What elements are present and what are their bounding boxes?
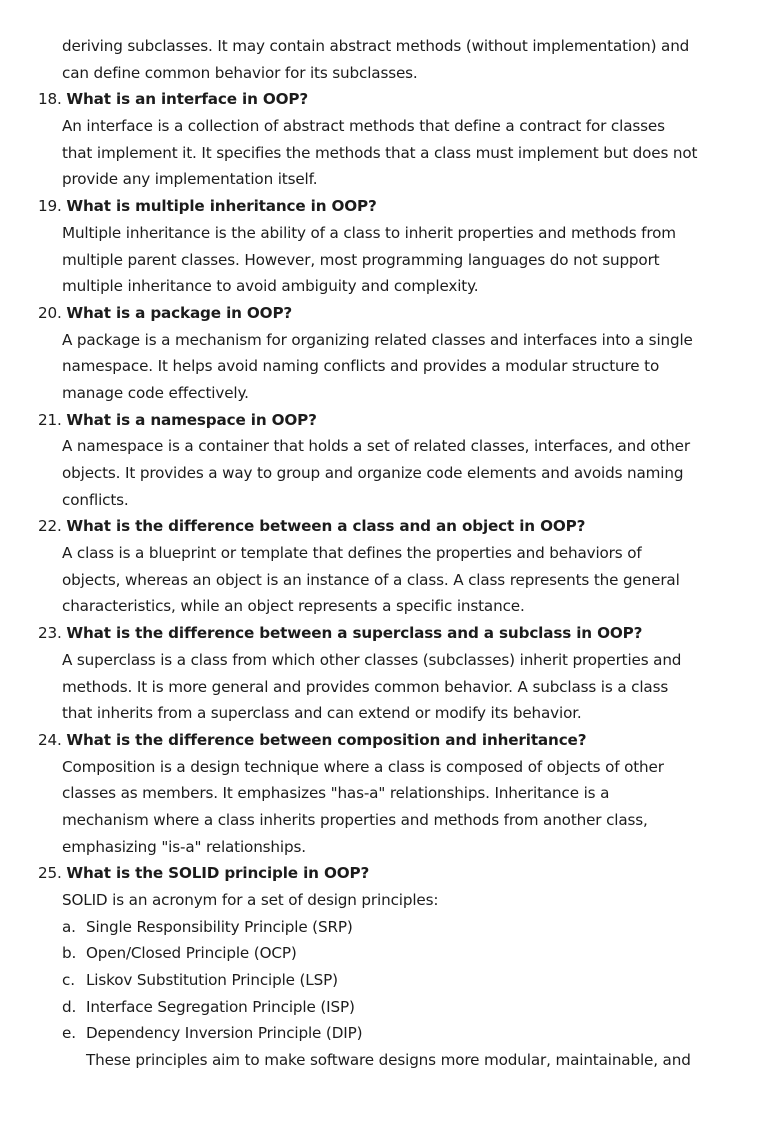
answer-line: Multiple inheritance is the ability of a class to inherit properties and methods from: [62, 223, 676, 242]
paragraph-line: can define common behavior for its subclasses.: [62, 63, 418, 82]
answer-line: namespace. It helps avoid naming conflicts and provides a modular structure to: [62, 357, 660, 376]
answer-line: SOLID is an acronym for a set of design principles:: [62, 891, 439, 909]
question-text: What is the difference between a class and an object in OOP?: [66, 517, 586, 536]
qa-item-21: [0, 407, 768, 514]
answer-line: mechanism where a class inherits properties and methods from another class,: [62, 810, 648, 829]
answer-line: manage code effectively.: [62, 383, 249, 402]
question-number: 18.: [38, 90, 62, 109]
list-item-letter: e.: [62, 1024, 76, 1043]
list-item: [0, 967, 768, 994]
answer-line: emphasizing "is-a" relationships.: [62, 837, 306, 856]
list-item: [0, 1020, 768, 1047]
answer-line: provide any implementation itself.: [62, 170, 318, 189]
list-item-text: Liskov Substitution Principle (LSP): [86, 971, 338, 990]
question-text: What is a namespace in OOP?: [66, 410, 317, 429]
question-number: 21.: [38, 410, 62, 429]
question-number: 23.: [38, 624, 62, 643]
question-line: [0, 193, 768, 220]
qa-item-25: [0, 860, 768, 1074]
question-number: 20.: [38, 303, 62, 322]
answer-line: A superclass is a class from which other classes (subclasses) inherit properties and: [62, 650, 682, 669]
qa-item-18: [0, 86, 768, 193]
qa-item-23: [0, 620, 768, 727]
answer-line: characteristics, while an object represents a specific instance.: [62, 597, 525, 616]
list-item-text: Dependency Inversion Principle (DIP): [86, 1024, 363, 1043]
question-number: 25.: [38, 864, 62, 883]
list-item-letter: b.: [62, 944, 77, 963]
answer-line: objects. It provides a way to group and organize code elements and avoids naming: [62, 464, 684, 482]
answer-line: A package is a mechanism for organizing related classes and interfaces into a single: [62, 330, 693, 349]
question-line: [0, 727, 768, 754]
list-item-letter: a.: [62, 917, 76, 936]
question-text: What is a package in OOP?: [66, 303, 293, 322]
qa-item-24: [0, 727, 768, 860]
list-item: [0, 994, 768, 1021]
question-line: [0, 860, 768, 887]
document-page: [0, 33, 768, 1074]
qa-item-20: [0, 300, 768, 407]
answer-line: multiple inheritance to avoid ambiguity and complexity.: [62, 277, 479, 296]
paragraph-line: deriving subclasses. It may contain abstract methods (without implementation) and: [62, 37, 690, 55]
question-number: 22.: [38, 517, 62, 536]
answer-line: multiple parent classes. However, most programming languages do not support: [62, 250, 660, 269]
answer-line: A class is a blueprint or template that defines the properties and behaviors of: [62, 544, 642, 563]
question-number: 24.: [38, 730, 62, 749]
question-text: What is the difference between a superclass and a subclass in OOP?: [66, 624, 643, 643]
answer-line: that implement it. It specifies the methods that a class must implement but does not: [62, 143, 698, 162]
question-text: What is an interface in OOP?: [66, 90, 309, 109]
answer-line: methods. It is more general and provides common behavior. A subclass is a class: [62, 677, 669, 696]
answer-line: objects, whereas an object is an instance of a class. A class represents the general: [62, 570, 680, 589]
answer-line: classes as members. It emphasizes "has-a" relationships. Inheritance is a: [62, 784, 610, 803]
answer-line: An interface is a collection of abstract methods that define a contract for classes: [62, 117, 665, 136]
answer-line: that inherits from a superclass and can extend or modify its behavior.: [62, 704, 582, 723]
list-item-letter: d.: [62, 997, 77, 1016]
list-item-text: Interface Segregation Principle (ISP): [86, 997, 355, 1016]
question-line: [0, 513, 768, 540]
question-text: What is the difference between composition and inheritance?: [66, 730, 587, 749]
answer-line: A namespace is a container that holds a set of related classes, interfaces, and other: [62, 437, 690, 456]
list-item: [0, 940, 768, 967]
list-item-text: Single Responsibility Principle (SRP): [86, 917, 353, 936]
question-text: What is the SOLID principle in OOP?: [66, 864, 370, 883]
answer-line: conflicts.: [62, 490, 129, 509]
question-number: 19.: [38, 197, 62, 216]
qa-item-22: [0, 513, 768, 620]
list-item-letter: c.: [62, 971, 75, 990]
answer-line: Composition is a design technique where a class is composed of objects of other: [62, 757, 664, 776]
question-line: [0, 407, 768, 434]
question-line: [0, 86, 768, 113]
question-line: [0, 620, 768, 647]
qa-item-19: [0, 193, 768, 300]
list-item-text: Open/Closed Principle (OCP): [86, 944, 297, 963]
question-text: What is multiple inheritance in OOP?: [66, 197, 377, 216]
question-line: [0, 300, 768, 327]
closing-line: These principles aim to make software designs more modular, maintainable, and: [86, 1051, 691, 1070]
list-item: [0, 914, 768, 941]
intro-paragraph: [0, 33, 768, 86]
